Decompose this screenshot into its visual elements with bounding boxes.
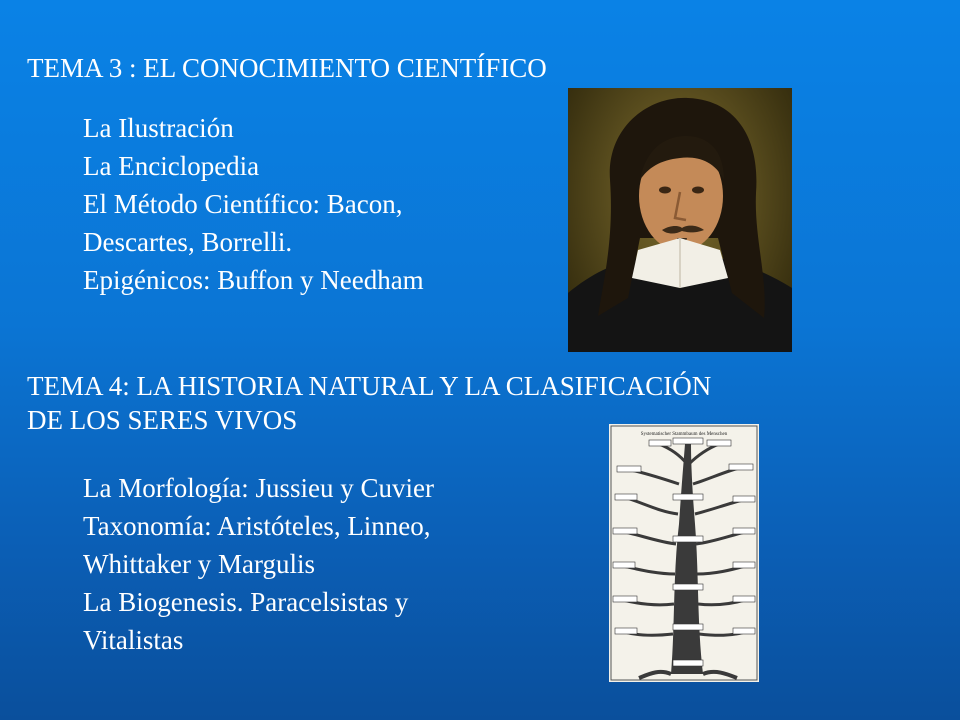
tree-of-life-image xyxy=(609,424,759,682)
list-item: La Ilustración xyxy=(83,113,234,143)
list-item: La Enciclopedia xyxy=(83,151,260,181)
list-item: El Método Científico: Bacon, xyxy=(83,189,403,219)
list-item: La Morfología: Jussieu y Cuvier xyxy=(83,473,434,503)
section1-title: TEMA 3 : EL CONOCIMIENTO CIENTÍFICO xyxy=(27,53,547,83)
section2-title-line1: TEMA 4: LA HISTORIA NATURAL Y LA CLASIFICACIÓN xyxy=(27,371,712,401)
list-item: Whittaker y Margulis xyxy=(83,549,315,579)
tree-title: Systematischer Stammbaum des Menschen xyxy=(640,432,728,437)
portrait-image xyxy=(568,88,792,352)
list-item: Vitalistas xyxy=(83,625,184,655)
list-item: La Biogenesis. Paracelsistas y xyxy=(83,587,409,617)
list-item: Taxonomía: Aristóteles, Linneo, xyxy=(83,511,431,541)
list-item: Epigénicos: Buffon y Needham xyxy=(83,265,424,295)
portrait-icon xyxy=(568,88,792,352)
section1-list xyxy=(83,109,553,299)
list-item: Descartes, Borrelli. xyxy=(83,227,293,257)
section2-list xyxy=(83,469,543,659)
section2-title-line2: DE LOS SERES VIVOS xyxy=(27,405,298,435)
tree-of-life-icon xyxy=(609,424,759,682)
